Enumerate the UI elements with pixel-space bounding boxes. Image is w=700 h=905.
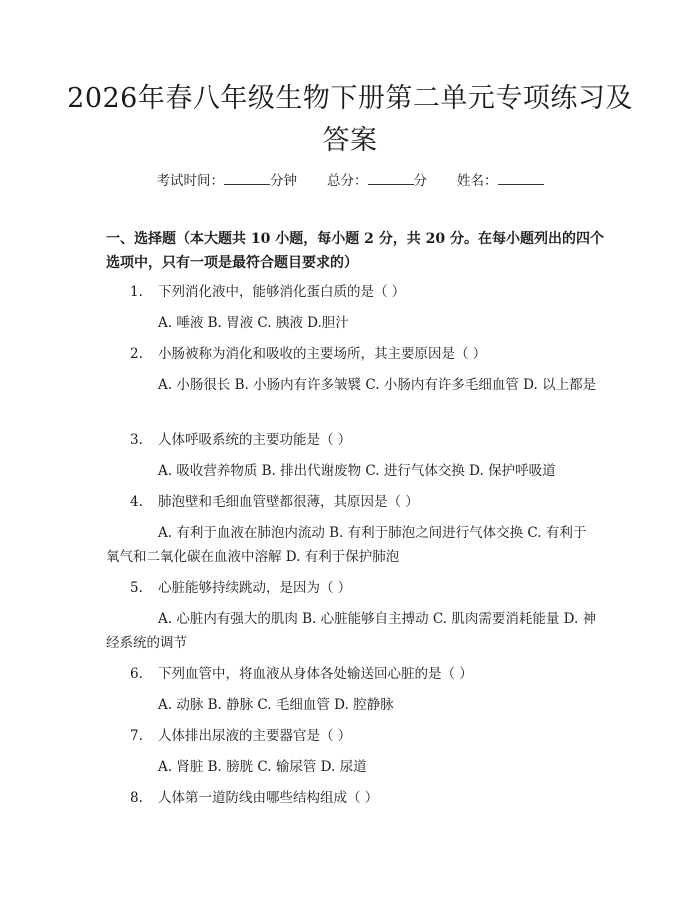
question-text: 下列血管中，将血液从身体各处输送回心脏的是（ ） <box>158 666 473 682</box>
document-title: 2026年春八年级生物下册第二单元专项练习及答案 <box>67 83 633 156</box>
question-options: A. 吸收营养物质 B. 排出代谢废物 C. 进行气体交换 D. 保护呼吸道 <box>158 463 556 479</box>
question-text: 肺泡壁和毛细血管壁都很薄，其原因是（ ） <box>158 494 419 510</box>
question-number: 3. <box>130 432 143 448</box>
score-label: 总分： <box>327 173 368 189</box>
time-label: 考试时间： <box>156 173 224 189</box>
question-item <box>106 662 598 686</box>
time-blank <box>224 170 270 185</box>
question-options: A. 心脏内有强大的肌肉 B. 心脏能够自主搏动 C. 肌肉需要消耗能量 D. 神经系统的调节 <box>106 611 597 651</box>
question-text: 人体呼吸系统的主要功能是（ ） <box>158 432 352 448</box>
question-options: A. 唾液 B. 胃液 C. 胰液 D.胆汁 <box>158 315 349 331</box>
question-number: 7. <box>130 728 143 744</box>
question-number: 1. <box>130 284 143 300</box>
question-text: 下列消化液中，能够消化蛋白质的是（ ） <box>158 284 406 300</box>
question-text: 人体第一道防线由哪些结构组成（ ） <box>158 790 379 806</box>
section-heading: 一、选择题（本大题共 10 小题，每小题 2 分，共 20 分。在每小题列出的四个选项中，只有一项是最符合题目要求的） <box>106 231 604 271</box>
question-options: A. 肾脏 B. 膀胱 C. 输尿管 D. 尿道 <box>158 759 367 775</box>
question-options: A. 小肠很长 B. 小肠内有许多皱襞 C. 小肠内有许多毛细血管 D. 以上都是 <box>158 377 597 393</box>
question-number: 6. <box>130 666 143 682</box>
question-options: A. 有利于血液在肺泡内流动 B. 有利于肺泡之间进行气体交换 C. 有利于氧气和二氧化碳在血液中溶解 D. 有利于保护肺泡 <box>106 525 587 565</box>
question-item <box>106 342 598 366</box>
score-unit: 分 <box>413 173 427 189</box>
question-text: 心脏能够持续跳动，是因为（ ） <box>158 580 352 596</box>
question-options: A. 动脉 B. 静脉 C. 毛细血管 D. 腔静脉 <box>158 697 394 713</box>
question-text: 人体排出尿液的主要器官是（ ） <box>158 728 352 744</box>
question-item <box>106 576 598 600</box>
time-unit: 分钟 <box>270 173 297 189</box>
question-number: 5. <box>130 580 143 596</box>
question-item <box>106 490 598 514</box>
question-number: 4. <box>130 494 143 510</box>
question-item <box>106 724 598 748</box>
question-number: 2. <box>130 346 143 362</box>
question-text: 小肠被称为消化和吸收的主要场所，其主要原因是（ ） <box>158 346 487 362</box>
question-item <box>106 428 598 452</box>
score-blank <box>368 170 414 185</box>
exam-meta <box>0 170 700 191</box>
name-blank <box>498 170 544 185</box>
question-number: 8. <box>130 790 143 806</box>
question-item <box>106 786 598 810</box>
question-item <box>106 280 598 304</box>
name-label: 姓名： <box>457 173 498 189</box>
